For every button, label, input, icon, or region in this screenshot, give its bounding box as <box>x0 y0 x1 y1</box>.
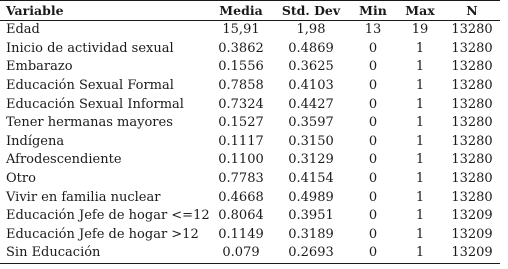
table-row <box>0 188 500 207</box>
table-header <box>0 1 500 21</box>
media-cell: 0.4668 <box>218 189 264 205</box>
min-cell: 0 <box>368 59 378 75</box>
variable-cell: Indígena <box>6 133 65 149</box>
n-cell: 13280 <box>451 78 493 94</box>
n-cell: 13280 <box>451 171 493 187</box>
min-cell: 0 <box>368 115 378 131</box>
media-cell: 15,91 <box>222 22 260 38</box>
media-cell: 0.8064 <box>218 208 264 224</box>
n-cell: 13209 <box>451 245 493 261</box>
media-cell: 0.1117 <box>218 133 264 149</box>
max-cell: 1 <box>415 171 425 187</box>
media-cell: 0.1100 <box>218 152 264 168</box>
media-cell: 0.079 <box>222 245 260 261</box>
variable-cell: Sin Educación <box>6 245 101 261</box>
max-cell: 1 <box>415 40 425 56</box>
header-max: Max <box>405 3 435 18</box>
max-cell: 1 <box>415 133 425 149</box>
table-row <box>0 95 500 114</box>
variable-cell: Educación Jefe de hogar <=12 <box>6 208 210 224</box>
max-cell: 1 <box>415 152 425 168</box>
std-dev-cell: 0.4154 <box>288 171 334 187</box>
table-row <box>0 58 500 77</box>
min-cell: 0 <box>368 152 378 168</box>
max-cell: 1 <box>415 245 425 261</box>
variable-cell: Edad <box>6 22 40 38</box>
min-cell: 0 <box>368 133 378 149</box>
max-cell: 1 <box>415 96 425 112</box>
std-dev-cell: 0.3597 <box>288 115 334 131</box>
std-dev-cell: 0.4427 <box>288 96 334 112</box>
min-cell: 13 <box>364 22 382 38</box>
min-cell: 0 <box>368 96 378 112</box>
std-dev-cell: 0.4103 <box>288 78 334 94</box>
max-cell: 1 <box>415 189 425 205</box>
table-body <box>0 21 500 264</box>
header-media: Media <box>219 3 263 18</box>
media-cell: 0.1527 <box>218 115 264 131</box>
variable-cell: Embarazo <box>6 59 73 75</box>
std-dev-cell: 0.2693 <box>288 245 334 261</box>
header-variable: Variable <box>6 3 64 18</box>
media-cell: 0.7324 <box>218 96 264 112</box>
std-dev-cell: 0.3625 <box>288 59 334 75</box>
std-dev-cell: 0.3129 <box>288 152 334 168</box>
n-cell: 13280 <box>451 96 493 112</box>
variable-cell: Educación Sexual Formal <box>6 78 174 94</box>
media-cell: 0.7783 <box>218 171 264 187</box>
header-row <box>0 1 500 21</box>
min-cell: 0 <box>368 78 378 94</box>
variable-cell: Otro <box>6 171 36 187</box>
header-n: N <box>466 3 478 18</box>
std-dev-cell: 0.3189 <box>288 226 334 242</box>
n-cell: 13209 <box>451 226 493 242</box>
min-cell: 0 <box>368 40 378 56</box>
table-row <box>0 114 500 133</box>
n-cell: 13280 <box>451 59 493 75</box>
variable-cell: Educación Jefe de hogar >12 <box>6 226 199 242</box>
n-cell: 13280 <box>451 22 493 38</box>
std-dev-cell: 0.4989 <box>288 189 334 205</box>
max-cell: 1 <box>415 115 425 131</box>
media-cell: 0.3862 <box>218 40 264 56</box>
table-row <box>0 244 500 263</box>
min-cell: 0 <box>368 245 378 261</box>
table-row <box>0 170 500 189</box>
std-dev-cell: 0.3150 <box>288 133 334 149</box>
table-row <box>0 226 500 245</box>
table-row <box>0 151 500 170</box>
max-cell: 1 <box>415 59 425 75</box>
variable-cell: Inicio de actividad sexual <box>6 40 174 56</box>
max-cell: 1 <box>415 208 425 224</box>
n-cell: 13209 <box>451 208 493 224</box>
max-cell: 1 <box>415 226 425 242</box>
n-cell: 13280 <box>451 40 493 56</box>
table-row <box>0 40 500 59</box>
table-row <box>0 77 500 96</box>
media-cell: 0.1149 <box>218 226 264 242</box>
table-row <box>0 133 500 152</box>
n-cell: 13280 <box>451 189 493 205</box>
header-min: Min <box>359 3 387 18</box>
max-cell: 19 <box>411 22 429 38</box>
media-cell: 0.1556 <box>218 59 264 75</box>
variable-cell: Tener hermanas mayores <box>6 115 173 131</box>
table-row <box>0 21 500 40</box>
variable-cell: Vivir en familia nuclear <box>6 189 161 205</box>
min-cell: 0 <box>368 171 378 187</box>
std-dev-cell: 0.3951 <box>288 208 334 224</box>
table-row <box>0 207 500 226</box>
std-dev-cell: 1,98 <box>296 22 326 38</box>
n-cell: 13280 <box>451 152 493 168</box>
std-dev-cell: 0.4869 <box>288 40 334 56</box>
min-cell: 0 <box>368 189 378 205</box>
media-cell: 0.7858 <box>218 78 264 94</box>
header-std-dev: Std. Dev <box>281 3 341 18</box>
n-cell: 13280 <box>451 133 493 149</box>
min-cell: 0 <box>368 208 378 224</box>
min-cell: 0 <box>368 226 378 242</box>
max-cell: 1 <box>415 78 425 94</box>
n-cell: 13280 <box>451 115 493 131</box>
variable-cell: Educación Sexual Informal <box>6 96 184 112</box>
variable-cell: Afrodescendiente <box>6 152 122 168</box>
